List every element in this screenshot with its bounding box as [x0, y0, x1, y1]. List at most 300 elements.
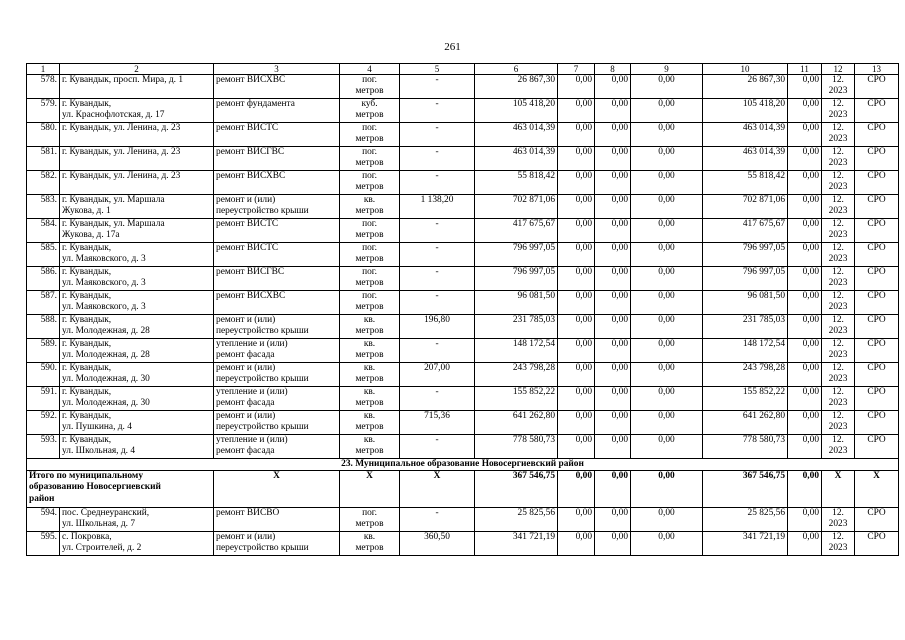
completion-date-cell	[822, 147, 855, 171]
quantity: -	[435, 123, 439, 133]
completion-date: 12. 2023	[828, 195, 848, 217]
work-type: утепление и (или) ремонт фасада	[216, 435, 288, 457]
work-type-cell	[214, 508, 340, 532]
cost-fund: 0,00	[575, 291, 592, 301]
table-row	[27, 315, 899, 339]
work-method-cell	[855, 171, 899, 195]
work-method-cell	[855, 99, 899, 123]
total-cost-cell	[475, 99, 558, 123]
address: г. Кувандык, ул. Маяковского, д. 3	[62, 291, 146, 313]
address-cell	[60, 435, 214, 459]
cost-fund: 0,00	[575, 243, 592, 253]
address-cell	[60, 291, 214, 315]
section-title: 23. Муниципальное образование Новосергиевский район	[27, 459, 899, 471]
total-cost-cell	[475, 75, 558, 99]
cost-budget-region-cell	[595, 363, 631, 387]
unit: кв. метров	[355, 435, 384, 457]
cost-owners-cell	[703, 387, 788, 411]
unit-cell	[340, 147, 400, 171]
unit-cell	[340, 339, 400, 363]
cost-budget-region: 0,00	[611, 123, 628, 133]
cost-other: 0,00	[802, 219, 819, 229]
column-number: 5	[400, 64, 475, 75]
completion-date-cell	[822, 219, 855, 243]
unit-cell	[340, 532, 400, 556]
row-number-cell	[27, 195, 60, 219]
table-row	[27, 435, 899, 459]
completion-date: 12. 2023	[828, 363, 848, 385]
cost-owners-cell	[703, 411, 788, 435]
quantity: -	[435, 75, 439, 85]
cost-owners-cell	[703, 195, 788, 219]
column-number: 8	[595, 64, 631, 75]
work-type: ремонт ВИСГВС	[216, 267, 285, 277]
unit-cell	[340, 75, 400, 99]
cost-other: 0,00	[802, 411, 819, 421]
cost-fund-cell	[558, 291, 595, 315]
table-row	[27, 387, 899, 411]
quantity-cell	[400, 315, 475, 339]
cost-budget-region: 0,00	[611, 171, 628, 181]
completion-date-cell	[822, 387, 855, 411]
row-number: 581.	[40, 147, 57, 157]
unit-cell	[340, 315, 400, 339]
cost-other: 0,00	[802, 123, 819, 133]
work-type-cell	[214, 99, 340, 123]
cost-other-cell	[788, 387, 822, 411]
work-method: СРО	[867, 315, 886, 325]
total-cost-cell	[475, 123, 558, 147]
row-number-cell	[27, 532, 60, 556]
cost-budget-local: 0,00	[658, 363, 675, 373]
cost-other-cell	[788, 147, 822, 171]
cost-other: 0,00	[802, 99, 819, 109]
completion-date-cell	[822, 532, 855, 556]
work-method-cell	[855, 219, 899, 243]
cost-budget-local-cell	[631, 387, 703, 411]
total-cost-cell	[475, 435, 558, 459]
row-number: 582.	[40, 171, 57, 181]
cost-owners-cell	[703, 363, 788, 387]
unit-cell	[340, 387, 400, 411]
cost-owners: 25 825,56	[747, 508, 785, 518]
address: г. Кувандык, ул. Молодежная, д. 30	[62, 363, 150, 385]
unit: пог. метров	[355, 219, 384, 241]
cost-fund-cell	[558, 315, 595, 339]
cost-owners: 796 997,05	[742, 267, 785, 277]
cost-budget-local: 0,00	[658, 532, 675, 542]
work-method-cell	[855, 363, 899, 387]
cost-other-cell	[788, 267, 822, 291]
total-cost-cell	[475, 171, 558, 195]
cost-owners: 463 014,39	[742, 147, 785, 157]
quantity: 1 138,20	[420, 195, 454, 205]
address: г. Кувандык, ул. Молодежная, д. 30	[62, 387, 150, 409]
completion-date: 12. 2023	[828, 411, 848, 433]
cost-fund-cell	[558, 267, 595, 291]
row-number: 587.	[40, 291, 57, 301]
cost-budget-local: 0,00	[658, 219, 675, 229]
address: г. Кувандык, ул. Школьная, д. 4	[62, 435, 136, 457]
quantity: -	[435, 267, 439, 277]
cost-budget-region: 0,00	[611, 243, 628, 253]
cost-fund: 0,00	[575, 339, 592, 349]
cost-owners: 243 798,28	[742, 363, 785, 373]
cost-owners-cell	[703, 532, 788, 556]
table-row	[27, 99, 899, 123]
table-row	[27, 508, 899, 532]
completion-date: 12. 2023	[828, 267, 848, 289]
completion-date: 12. 2023	[828, 291, 848, 313]
total-cost: 148 172,54	[512, 339, 555, 349]
column-number: 12	[822, 64, 855, 75]
cost-fund-cell	[558, 171, 595, 195]
work-type-cell	[214, 243, 340, 267]
cost-owners: 641 262,80	[742, 411, 785, 421]
cost-fund-cell	[558, 75, 595, 99]
work-method: СРО	[867, 508, 886, 518]
cost-fund-cell	[558, 195, 595, 219]
row-number-cell	[27, 75, 60, 99]
cost-fund-cell	[558, 508, 595, 532]
work-type: ремонт ВИСВО	[216, 508, 280, 518]
address: г. Кувандык, ул. Маяковского, д. 3	[62, 267, 146, 289]
cost-budget-local: 0,00	[658, 508, 675, 518]
cost-fund: 0,00	[575, 363, 592, 373]
unit: куб. метров	[355, 99, 384, 121]
unit-cell	[340, 508, 400, 532]
completion-date-cell	[822, 171, 855, 195]
work-type: ремонт фундамента	[216, 99, 295, 109]
cost-budget-region-cell	[595, 508, 631, 532]
row-number: 588.	[40, 315, 57, 325]
completion-date: 12. 2023	[828, 508, 848, 530]
table-row	[27, 363, 899, 387]
total-cost: 796 997,05	[512, 243, 555, 253]
cost-other: 0,00	[802, 387, 819, 397]
cost-budget-region-cell	[595, 315, 631, 339]
row-number-cell	[27, 267, 60, 291]
address: пос. Среднеуранский, ул. Школьная, д. 7	[62, 508, 150, 530]
unit: пог. метров	[355, 508, 384, 530]
completion-date: 12. 2023	[828, 532, 848, 554]
address: г. Кувандык, ул. Пушкина, д. 4	[62, 411, 132, 433]
address-cell	[60, 243, 214, 267]
row-number-cell	[27, 435, 60, 459]
cost-other: 0,00	[802, 171, 819, 181]
column-number: 11	[788, 64, 822, 75]
section-total-c4: Х	[340, 471, 400, 508]
cost-owners-cell	[703, 315, 788, 339]
completion-date: 12. 2023	[828, 99, 848, 121]
work-type-cell	[214, 195, 340, 219]
cost-fund: 0,00	[575, 195, 592, 205]
work-method-cell	[855, 411, 899, 435]
work-method: СРО	[867, 123, 886, 133]
cost-budget-region-cell	[595, 291, 631, 315]
row-number: 591.	[40, 387, 57, 397]
cost-other: 0,00	[802, 532, 819, 542]
row-number-cell	[27, 171, 60, 195]
table-row	[27, 147, 899, 171]
completion-date-cell	[822, 435, 855, 459]
cost-fund-cell	[558, 387, 595, 411]
section-total-c9: 0,00	[631, 471, 703, 508]
cost-budget-region-cell	[595, 267, 631, 291]
cost-budget-local-cell	[631, 315, 703, 339]
cost-budget-region-cell	[595, 171, 631, 195]
row-number: 586.	[40, 267, 57, 277]
quantity: -	[435, 508, 439, 518]
quantity-cell	[400, 243, 475, 267]
quantity: -	[435, 339, 439, 349]
cost-owners: 417 675,67	[742, 219, 785, 229]
quantity-cell	[400, 147, 475, 171]
address: г. Кувандык, ул. Ленина, д. 23	[62, 147, 181, 157]
work-type: ремонт и (или) переустройство крыши	[216, 532, 309, 554]
cost-owners-cell	[703, 339, 788, 363]
cost-budget-region: 0,00	[611, 435, 628, 445]
work-method-cell	[855, 387, 899, 411]
unit-cell	[340, 99, 400, 123]
quantity: -	[435, 435, 439, 445]
unit-cell	[340, 291, 400, 315]
cost-budget-local-cell	[631, 243, 703, 267]
unit: кв. метров	[355, 315, 384, 337]
cost-fund-cell	[558, 411, 595, 435]
work-method-cell	[855, 243, 899, 267]
table-row	[27, 411, 899, 435]
completion-date-cell	[822, 339, 855, 363]
total-cost-cell	[475, 411, 558, 435]
quantity-cell	[400, 195, 475, 219]
cost-budget-local-cell	[631, 363, 703, 387]
quantity-cell	[400, 171, 475, 195]
quantity: 360,50	[424, 532, 450, 542]
cost-other: 0,00	[802, 195, 819, 205]
unit: кв. метров	[355, 411, 384, 433]
quantity: -	[435, 291, 439, 301]
work-method: СРО	[867, 532, 886, 542]
work-type-cell	[214, 267, 340, 291]
table-row	[27, 123, 899, 147]
cost-fund: 0,00	[575, 411, 592, 421]
cost-budget-region-cell	[595, 147, 631, 171]
total-cost-cell	[475, 219, 558, 243]
section-total-c13: Х	[855, 471, 899, 508]
column-number: 10	[703, 64, 788, 75]
total-cost: 55 818,42	[517, 171, 555, 181]
address: г. Кувандык, ул. Молодежная, д. 28	[62, 315, 150, 337]
row-number-cell	[27, 315, 60, 339]
cost-other: 0,00	[802, 315, 819, 325]
work-type-cell	[214, 411, 340, 435]
cost-budget-local: 0,00	[658, 123, 675, 133]
cost-budget-local: 0,00	[658, 267, 675, 277]
cost-owners-cell	[703, 123, 788, 147]
cost-budget-local-cell	[631, 339, 703, 363]
cost-budget-region-cell	[595, 99, 631, 123]
work-type: ремонт ВИСХВС	[216, 75, 286, 85]
total-cost: 231 785,03	[512, 315, 555, 325]
cost-budget-region: 0,00	[611, 508, 628, 518]
cost-budget-local-cell	[631, 75, 703, 99]
unit: пог. метров	[355, 267, 384, 289]
address-cell	[60, 363, 214, 387]
cost-other: 0,00	[802, 435, 819, 445]
cost-budget-local: 0,00	[658, 411, 675, 421]
cost-budget-region: 0,00	[611, 267, 628, 277]
cost-owners: 463 014,39	[742, 123, 785, 133]
total-cost-cell	[475, 339, 558, 363]
cost-budget-local-cell	[631, 411, 703, 435]
cost-other: 0,00	[802, 267, 819, 277]
cost-fund: 0,00	[575, 99, 592, 109]
work-method: СРО	[867, 243, 886, 253]
work-method: СРО	[867, 411, 886, 421]
cost-budget-local: 0,00	[658, 435, 675, 445]
total-cost-cell	[475, 315, 558, 339]
cost-budget-region: 0,00	[611, 363, 628, 373]
section-total-c3: Х	[214, 471, 340, 508]
table-row	[27, 171, 899, 195]
cost-budget-region: 0,00	[611, 99, 628, 109]
address: с. Покровка, ул. Строителей, д. 2	[62, 532, 142, 554]
quantity-cell	[400, 219, 475, 243]
work-method: СРО	[867, 219, 886, 229]
cost-budget-region-cell	[595, 532, 631, 556]
cost-owners-cell	[703, 147, 788, 171]
cost-budget-local-cell	[631, 123, 703, 147]
cost-budget-local: 0,00	[658, 243, 675, 253]
work-method-cell	[855, 75, 899, 99]
cost-budget-region-cell	[595, 339, 631, 363]
cost-fund: 0,00	[575, 219, 592, 229]
cost-budget-local: 0,00	[658, 171, 675, 181]
total-cost: 796 997,05	[512, 267, 555, 277]
cost-owners-cell	[703, 291, 788, 315]
quantity-cell	[400, 75, 475, 99]
work-type: ремонт ВИСХВС	[216, 291, 286, 301]
unit: пог. метров	[355, 147, 384, 169]
work-type-cell	[214, 219, 340, 243]
cost-owners: 702 871,06	[742, 195, 785, 205]
address: г. Кувандык, ул. Маршала Жукова, д. 1	[62, 195, 165, 217]
unit-cell	[340, 267, 400, 291]
column-number: 13	[855, 64, 899, 75]
cost-other-cell	[788, 219, 822, 243]
row-number-cell	[27, 123, 60, 147]
address: г. Кувандык, ул. Ленина, д. 23	[62, 123, 181, 133]
address-cell	[60, 195, 214, 219]
completion-date-cell	[822, 195, 855, 219]
table-row	[27, 75, 899, 99]
table-row	[27, 339, 899, 363]
row-number-cell	[27, 387, 60, 411]
column-number-row	[27, 64, 899, 75]
quantity-cell	[400, 267, 475, 291]
work-method: СРО	[867, 387, 886, 397]
unit: пог. метров	[355, 291, 384, 313]
section-total-c5: Х	[400, 471, 475, 508]
quantity-cell	[400, 291, 475, 315]
address: г. Кувандык, ул. Молодежная, д. 28	[62, 339, 150, 361]
unit-cell	[340, 219, 400, 243]
quantity: -	[435, 147, 439, 157]
cost-other: 0,00	[802, 75, 819, 85]
cost-budget-region-cell	[595, 435, 631, 459]
total-cost-cell	[475, 267, 558, 291]
quantity-cell	[400, 363, 475, 387]
unit-cell	[340, 123, 400, 147]
cost-budget-local: 0,00	[658, 195, 675, 205]
cost-fund: 0,00	[575, 532, 592, 542]
address-cell	[60, 315, 214, 339]
work-type-cell	[214, 315, 340, 339]
work-type-cell	[214, 363, 340, 387]
cost-budget-region: 0,00	[611, 339, 628, 349]
total-cost: 641 262,80	[512, 411, 555, 421]
row-number-cell	[27, 99, 60, 123]
completion-date-cell	[822, 411, 855, 435]
row-number: 584.	[40, 219, 57, 229]
cost-owners: 796 997,05	[742, 243, 785, 253]
row-number-cell	[27, 147, 60, 171]
cost-fund: 0,00	[575, 267, 592, 277]
total-cost: 105 418,20	[512, 99, 555, 109]
column-number: 6	[475, 64, 558, 75]
section-total-c6: 367 546,75	[475, 471, 558, 508]
cost-budget-local: 0,00	[658, 75, 675, 85]
cost-budget-region: 0,00	[611, 195, 628, 205]
cost-other-cell	[788, 315, 822, 339]
cost-owners: 96 081,50	[747, 291, 785, 301]
work-type-cell	[214, 147, 340, 171]
work-method: СРО	[867, 267, 886, 277]
cost-owners-cell	[703, 508, 788, 532]
section-total-c10: 367 546,75	[703, 471, 788, 508]
work-method: СРО	[867, 339, 886, 349]
completion-date-cell	[822, 508, 855, 532]
total-cost-cell	[475, 363, 558, 387]
cost-fund: 0,00	[575, 435, 592, 445]
cost-other-cell	[788, 339, 822, 363]
quantity: -	[435, 219, 439, 229]
cost-owners-cell	[703, 171, 788, 195]
table-row	[27, 195, 899, 219]
work-method: СРО	[867, 435, 886, 445]
work-type-cell	[214, 387, 340, 411]
total-cost-cell	[475, 243, 558, 267]
completion-date: 12. 2023	[828, 147, 848, 169]
cost-budget-region-cell	[595, 195, 631, 219]
column-number: 9	[631, 64, 703, 75]
completion-date: 12. 2023	[828, 435, 848, 457]
quantity-cell	[400, 123, 475, 147]
work-method-cell	[855, 123, 899, 147]
cost-other-cell	[788, 171, 822, 195]
total-cost-cell	[475, 387, 558, 411]
work-type: ремонт ВИСГВС	[216, 147, 285, 157]
cost-fund: 0,00	[575, 171, 592, 181]
work-type-cell	[214, 339, 340, 363]
unit: пог. метров	[355, 171, 384, 193]
cost-other-cell	[788, 99, 822, 123]
row-number-cell	[27, 243, 60, 267]
quantity: 715,36	[424, 411, 450, 421]
address: г. Кувандык, ул. Маяковского, д. 3	[62, 243, 146, 265]
completion-date: 12. 2023	[828, 75, 848, 97]
